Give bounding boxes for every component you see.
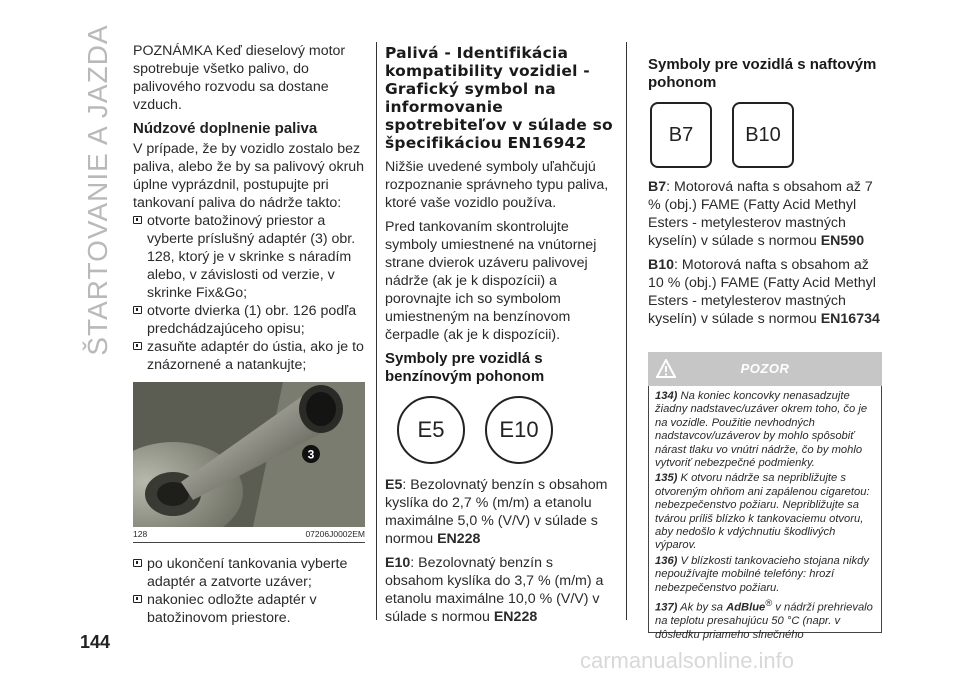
diesel-symbols xyxy=(650,102,882,168)
warning-text-post: v nádrži prehrievalo na teplotu presahujúcu 50 °C (napr. v dôsledku priameho slnečného xyxy=(655,601,873,641)
figure-number: 128 xyxy=(133,529,148,539)
e5-norm: EN228 xyxy=(437,531,481,547)
warning-number: 136) xyxy=(655,554,678,567)
bullet-text: po ukončení tankovania vyberte adaptér a zatvorte uzáver; xyxy=(147,556,348,590)
chapter-title: ŠTARTOVANIE A JAZDA xyxy=(82,24,113,356)
bullet-square-icon xyxy=(133,216,142,224)
warning-title: POZOR xyxy=(740,361,790,376)
e5-symbol-icon: E5 xyxy=(397,396,465,464)
warning-text: K otvoru nádrže sa nepribližujte s otvoreným ohňom ani zapálenou cigaretou: nebezpečenstvo požiaru. Nepribližujte sa tvárou príliš blízko k tankovaciemu otvoru, aby nedošlo k vdýchnutiu škodlivých výparov. xyxy=(655,472,870,552)
warning-text-pre: Ak by sa xyxy=(680,601,724,614)
subheading-diesel-symbols: Symboly pre vozidlá s naftovým pohonom xyxy=(648,56,877,91)
b7-symbol-icon: B7 xyxy=(650,102,712,168)
column-1 xyxy=(133,42,365,627)
note-paragraph: POZNÁMKA Keď dieselový motor spotrebuje všetko palivo, do palivového rozvodu sa dostane vzduch. xyxy=(133,43,346,113)
b7-text: : Motorová nafta s obsahom až 7 % (obj.) FAME (Fatty Acid Methyl Esters - metylesterov mastných kyselín) v súlade s normou xyxy=(648,179,873,249)
emergency-paragraph: V prípade, že by vozidlo zostalo bez paliva, alebo že by sa palivový okruh úplne vyprázdnil, postupujte pri tankovaní paliva do nádrže takto: xyxy=(133,141,365,211)
instruction-paragraph: Pred tankovaním skontrolujte symboly umiestnené na vnútornej strane dvierok uzáveru palivovej nádrže (ak je k dispozícii) a porovnajte ich so symbolom umiestneným na benzínovom čerpadle (ak je k dispozícii). xyxy=(385,219,597,343)
figure-128-photo xyxy=(133,382,365,527)
intro-paragraph: Nižšie uvedené symboly uľahčujú rozpoznanie správneho typu paliva, ktoré vaše vozidlo používa. xyxy=(385,159,609,211)
bullet-text: zasuňte adaptér do ústia, ako je to znázornené a natankujte; xyxy=(147,339,364,373)
warning-box xyxy=(648,386,882,641)
b7-norm: EN590 xyxy=(820,233,865,249)
warning-header xyxy=(648,352,882,386)
e10-label: E10 xyxy=(385,555,411,571)
petrol-symbols xyxy=(397,396,615,464)
figure-caption xyxy=(133,527,365,543)
fuel-adapter-illustration xyxy=(133,382,365,527)
e10-description xyxy=(385,554,615,626)
bullet-square-icon xyxy=(133,306,142,314)
section-heading-fuel-identification: Palivá - Identifikácia kompatibility vozidiel - Grafický symbol na informovanie spotrebiteľov v súlade so špecifikáciou EN16942 xyxy=(385,44,613,152)
bullet-item xyxy=(133,555,365,591)
column-divider-1 xyxy=(376,42,377,620)
page-number: 144 xyxy=(80,632,111,652)
b10-text: : Motorová nafta s obsahom až 10 % (obj.) FAME (Fatty Acid Methyl Esters - metylesterov mastných kyselín) v súlade s normou xyxy=(648,257,876,327)
watermark: carmanualsonline.info xyxy=(580,648,795,673)
warning-number: 137) xyxy=(655,601,678,614)
column-3 xyxy=(648,42,882,641)
e5-description xyxy=(385,476,615,548)
bullet-item xyxy=(133,338,365,374)
adblue-brand: AdBlue xyxy=(726,601,766,614)
b10-label: B10 xyxy=(648,257,675,273)
warning-item xyxy=(655,597,875,642)
warning-number: 134) xyxy=(655,390,678,402)
e10-text: : Bezolovnatý benzín s obsahom kyslíka do 3,7 % (m/m) a etanolu maximálne 10,0 % (V/V) v súlade s normou xyxy=(385,555,604,625)
figure-code: 07206J0002EM xyxy=(305,529,365,539)
column-2 xyxy=(385,42,615,632)
section-heading-emergency-refuel: Núdzové doplnenie paliva xyxy=(133,120,318,137)
bullet-item xyxy=(133,302,365,338)
e5-text: : Bezolovnatý benzín s obsahom kyslíka do 2,7 % (m/m) a etanolu maximálne 5,0 % (V/V) v súlade s normou xyxy=(385,477,608,547)
bullet-text: nakoniec odložte adaptér v batožinovom priestore. xyxy=(147,592,317,626)
b10-norm: EN16734 xyxy=(820,311,880,327)
registered-mark: ® xyxy=(765,598,773,609)
b7-description xyxy=(648,178,882,250)
bullet-square-icon xyxy=(133,342,142,350)
column-divider-2 xyxy=(626,42,627,620)
bullet-item xyxy=(133,212,365,302)
warning-number: 135) xyxy=(655,472,678,485)
bullet-text: otvorte batožinový priestor a vyberte príslušný adaptér (3) obr. 128, ktorý je v skrinke s náradím alebo, v závislosti od verzie, v skrinke Fix&Go; xyxy=(147,213,356,301)
b10-description xyxy=(648,256,882,328)
warning-text: Na koniec koncovky nenasadzujte žiadny nadstavec/uzáver okrem toho, čo je na vozidle. Použitie nevhodných nadstavcov/uzáverov by mohlo spôsobiť nárast tlaku vo vnútri nádrže, čo by mohlo vytvoriť nebezpečné podmienky. xyxy=(655,390,868,470)
subheading-petrol-symbols: Symboly pre vozidlá s benzínovým pohonom xyxy=(385,350,545,385)
chapter-sidebar xyxy=(80,24,116,356)
bullet-square-icon xyxy=(133,559,142,567)
warning-triangle-icon xyxy=(656,359,676,379)
warning-item xyxy=(655,472,875,552)
e10-norm: EN228 xyxy=(493,609,538,625)
e10-symbol-icon: E10 xyxy=(485,396,553,464)
warning-text: V blízkosti tankovacieho stojana nikdy nepoužívajte mobilné telefóny: hrozí nebezpečenstvo požiaru. xyxy=(655,554,869,594)
bullet-text: otvorte dvierka (1) obr. 126 podľa predchádzajúceho opisu; xyxy=(147,303,357,337)
figure-callout-label: 3 xyxy=(307,447,315,462)
warning-item xyxy=(655,555,875,595)
b10-symbol-icon: B10 xyxy=(732,102,794,168)
bullet-item xyxy=(133,591,365,627)
b7-label: B7 xyxy=(648,179,667,195)
warning-item xyxy=(655,390,875,470)
e5-label: E5 xyxy=(385,477,403,493)
bullet-square-icon xyxy=(133,595,142,603)
